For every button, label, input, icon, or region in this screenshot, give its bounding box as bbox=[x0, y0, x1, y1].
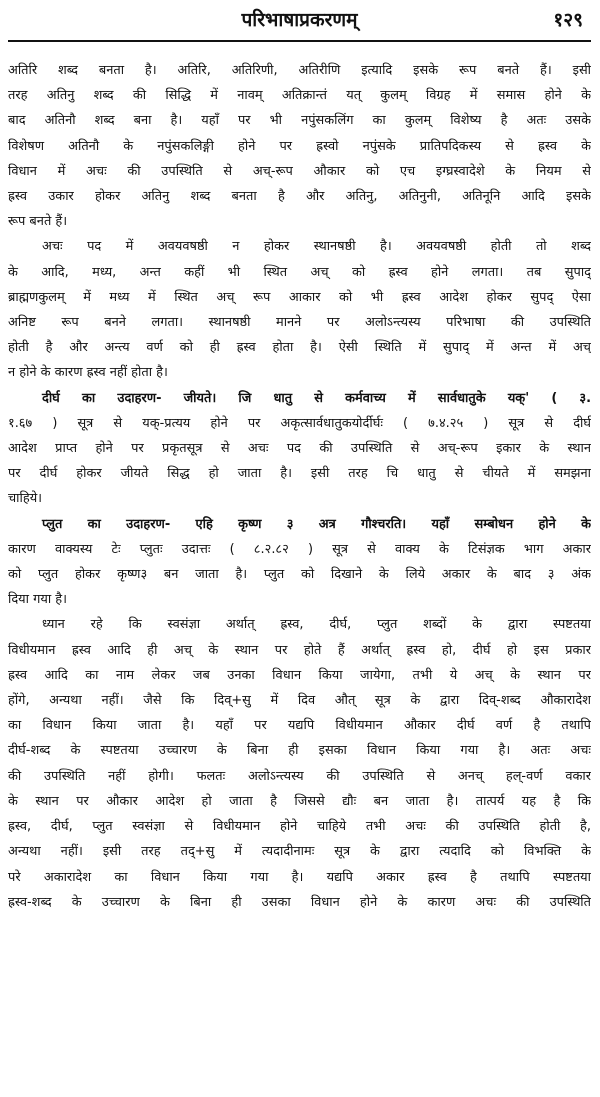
paragraph bbox=[8, 234, 591, 385]
text-line: प्लुत का उदाहरण- एहि कृष्ण ३ अत्र गौश्चरति। यहाँ सम्बोधन होने के bbox=[42, 516, 591, 532]
text-line: विधीयमान ह्रस्व आदि ही अच् के स्थान पर होते हैं अर्थात् ह्रस्व हो, दीर्घ हो इस प्रकार bbox=[8, 642, 591, 658]
text-line: का विधान किया जाता है। यहाँ पर यद्यपि विधीयमान औकार दीर्घ वर्ण है तथापि bbox=[8, 718, 591, 734]
text-line: ह्रस्व, दीर्घ, प्लुत स्वसंज्ञा से विधीयमान होने चाहिये तभी अचः की उपस्थिति होती है, bbox=[8, 819, 591, 835]
text-line: को प्लुत होकर कृष्ण३ बन जाता है। प्लुत को दिखाने के लिये अकार के बाद ३ अंक bbox=[8, 567, 591, 583]
text-line-last: रूप बनते हैं। bbox=[8, 214, 68, 230]
text-line: अचः पद में अवयवषष्ठी न होकर स्थानषष्ठी है। अवयवषष्ठी होती तो शब्द bbox=[42, 239, 591, 255]
text-line: पर दीर्घ होकर जीयते सिद्ध हो जाता है। इसी तरह चि धातु से चीयते में समझना bbox=[8, 466, 591, 482]
text-line: अनिष्ट रूप बनने लगता। स्थानषष्ठी मानने पर अलोऽन्त्यस्य परिभाषा की उपस्थिति bbox=[8, 315, 591, 331]
text-line: अतिरि शब्द बनता है। अतिरि, अतिरिणी, अतिरीणि इत्यादि इसके रूप बनते हैं। इसी bbox=[8, 63, 591, 78]
paragraph bbox=[8, 386, 591, 512]
running-header bbox=[8, 4, 591, 42]
text-line: अन्यथा नहीं। इसी तरह तद्+सु में त्यदादीनामः सूत्र के द्वारा त्यदादि को विभक्ति के bbox=[8, 844, 591, 860]
text-line: के आदि, मध्य, अन्त कहीं भी स्थित अच् को ह्रस्व होने लगता। तब सुपाद् bbox=[8, 264, 591, 280]
text-line: ध्यान रहे कि स्वसंज्ञा अर्थात् ह्रस्व, दीर्घ, प्लुत शब्दों के द्वारा स्पष्टतया bbox=[42, 617, 591, 633]
text-line-last: दिया गया है। bbox=[8, 592, 67, 608]
text-line: बाद अतिनौ शब्द बना है। यहाँ पर भी नपुंसकलिंग का कुलम् विशेष्य है अतः उसके bbox=[8, 113, 591, 129]
page-number: १२९ bbox=[553, 9, 583, 31]
text-line: आदेश प्राप्त होने पर प्रकृतसूत्र से अचः पद की उपस्थिति से अच्-रूप इकार के स्थान bbox=[8, 441, 591, 457]
text-line: दीर्घ का उदाहरण- जीयते। जि धातु से कर्मवाच्य में सार्वधातुके यक्' ( ३. bbox=[42, 390, 591, 406]
text-line: ब्राह्मणकुलम् में मध्य में स्थित अच् रूप आकार को भी ह्रस्व आदेश होकर सुपद् ऐसा bbox=[8, 289, 591, 305]
text-line: की उपस्थिति नहीं होगी। फलतः अलोऽन्त्यस्य की उपस्थिति से अनच् हल्-वर्ण वकार bbox=[8, 768, 591, 784]
text-line-last: न होने के कारण ह्रस्व नहीं होता है। bbox=[8, 365, 168, 381]
text-line: होती है और अन्त्य वर्ण को ही ह्रस्व होता है। ऐसी स्थिति में सुपाद् में अन्त में अच् bbox=[8, 340, 591, 356]
text-line: ह्रस्व-शब्द के उच्चारण के बिना ही उसका विधान होने के कारण अचः की उपस्थिति bbox=[8, 894, 591, 910]
text-line: ह्रस्व उकार होकर अतिनु शब्द बनता है और अतिनु, अतिनुनी, अतिनूनि आदि इसके bbox=[8, 189, 591, 205]
text-line: कारण वाक्यस्य टेः प्लुतः उदात्तः ( ८.२.८२ ) सूत्र से वाक्य के टिसंज्ञक भाग अकार bbox=[8, 541, 591, 557]
text-line: विधान में अचः की उपस्थिति से अच्-रूप औकार को एच इग्घ्रस्वादेशे के नियम से bbox=[8, 163, 591, 179]
text-line: ह्रस्व आदि का नाम लेकर जब उनका विधान किया जायेगा, तभी ये अच् के स्थान पर bbox=[8, 667, 591, 683]
paragraph bbox=[8, 612, 591, 914]
text-line: तरह अतिनु शब्द की सिद्धि में नावम् अतिक्रान्तं यत् कुलम् विग्रह में समास होने के bbox=[8, 88, 591, 104]
text-line: के स्थान पर औकार आदेश हो जाता है जिससे द्यौः बन जाता है। तात्पर्य यह है कि bbox=[8, 793, 591, 809]
text-line-last: चाहिये। bbox=[8, 491, 43, 507]
page-body bbox=[8, 42, 591, 915]
text-line: होंगे, अन्यथा नहीं। जैसे कि दिव्+सु में दिव औत् सूत्र के द्वारा दिव्-शब्द औकारादेश bbox=[8, 693, 591, 709]
text-line: दीर्घ-शब्द के स्पष्टतया उच्चारण के बिना ही इसका विधान किया गया है। अतः अचः bbox=[8, 743, 591, 759]
paragraph bbox=[8, 512, 591, 613]
text-line: परे अकारादेश का विधान किया गया है। यद्यपि अकार ह्रस्व है तथापि स्पष्टतया bbox=[8, 869, 591, 885]
page-title: परिभाषाप्रकरणम् bbox=[241, 9, 358, 31]
text-line: १.६७ ) सूत्र से यक्-प्रत्यय होने पर अकृत्सार्वधातुकयोर्दीर्घः ( ७.४.२५ ) सूत्र से दीर्घ bbox=[8, 415, 591, 431]
text-line: विशेषण अतिनौ के नपुंसकलिङ्गी होने पर ह्रस्वो नपुंसके प्रातिपदिकस्य से ह्रस्व के bbox=[8, 138, 591, 154]
paragraph bbox=[8, 58, 591, 234]
